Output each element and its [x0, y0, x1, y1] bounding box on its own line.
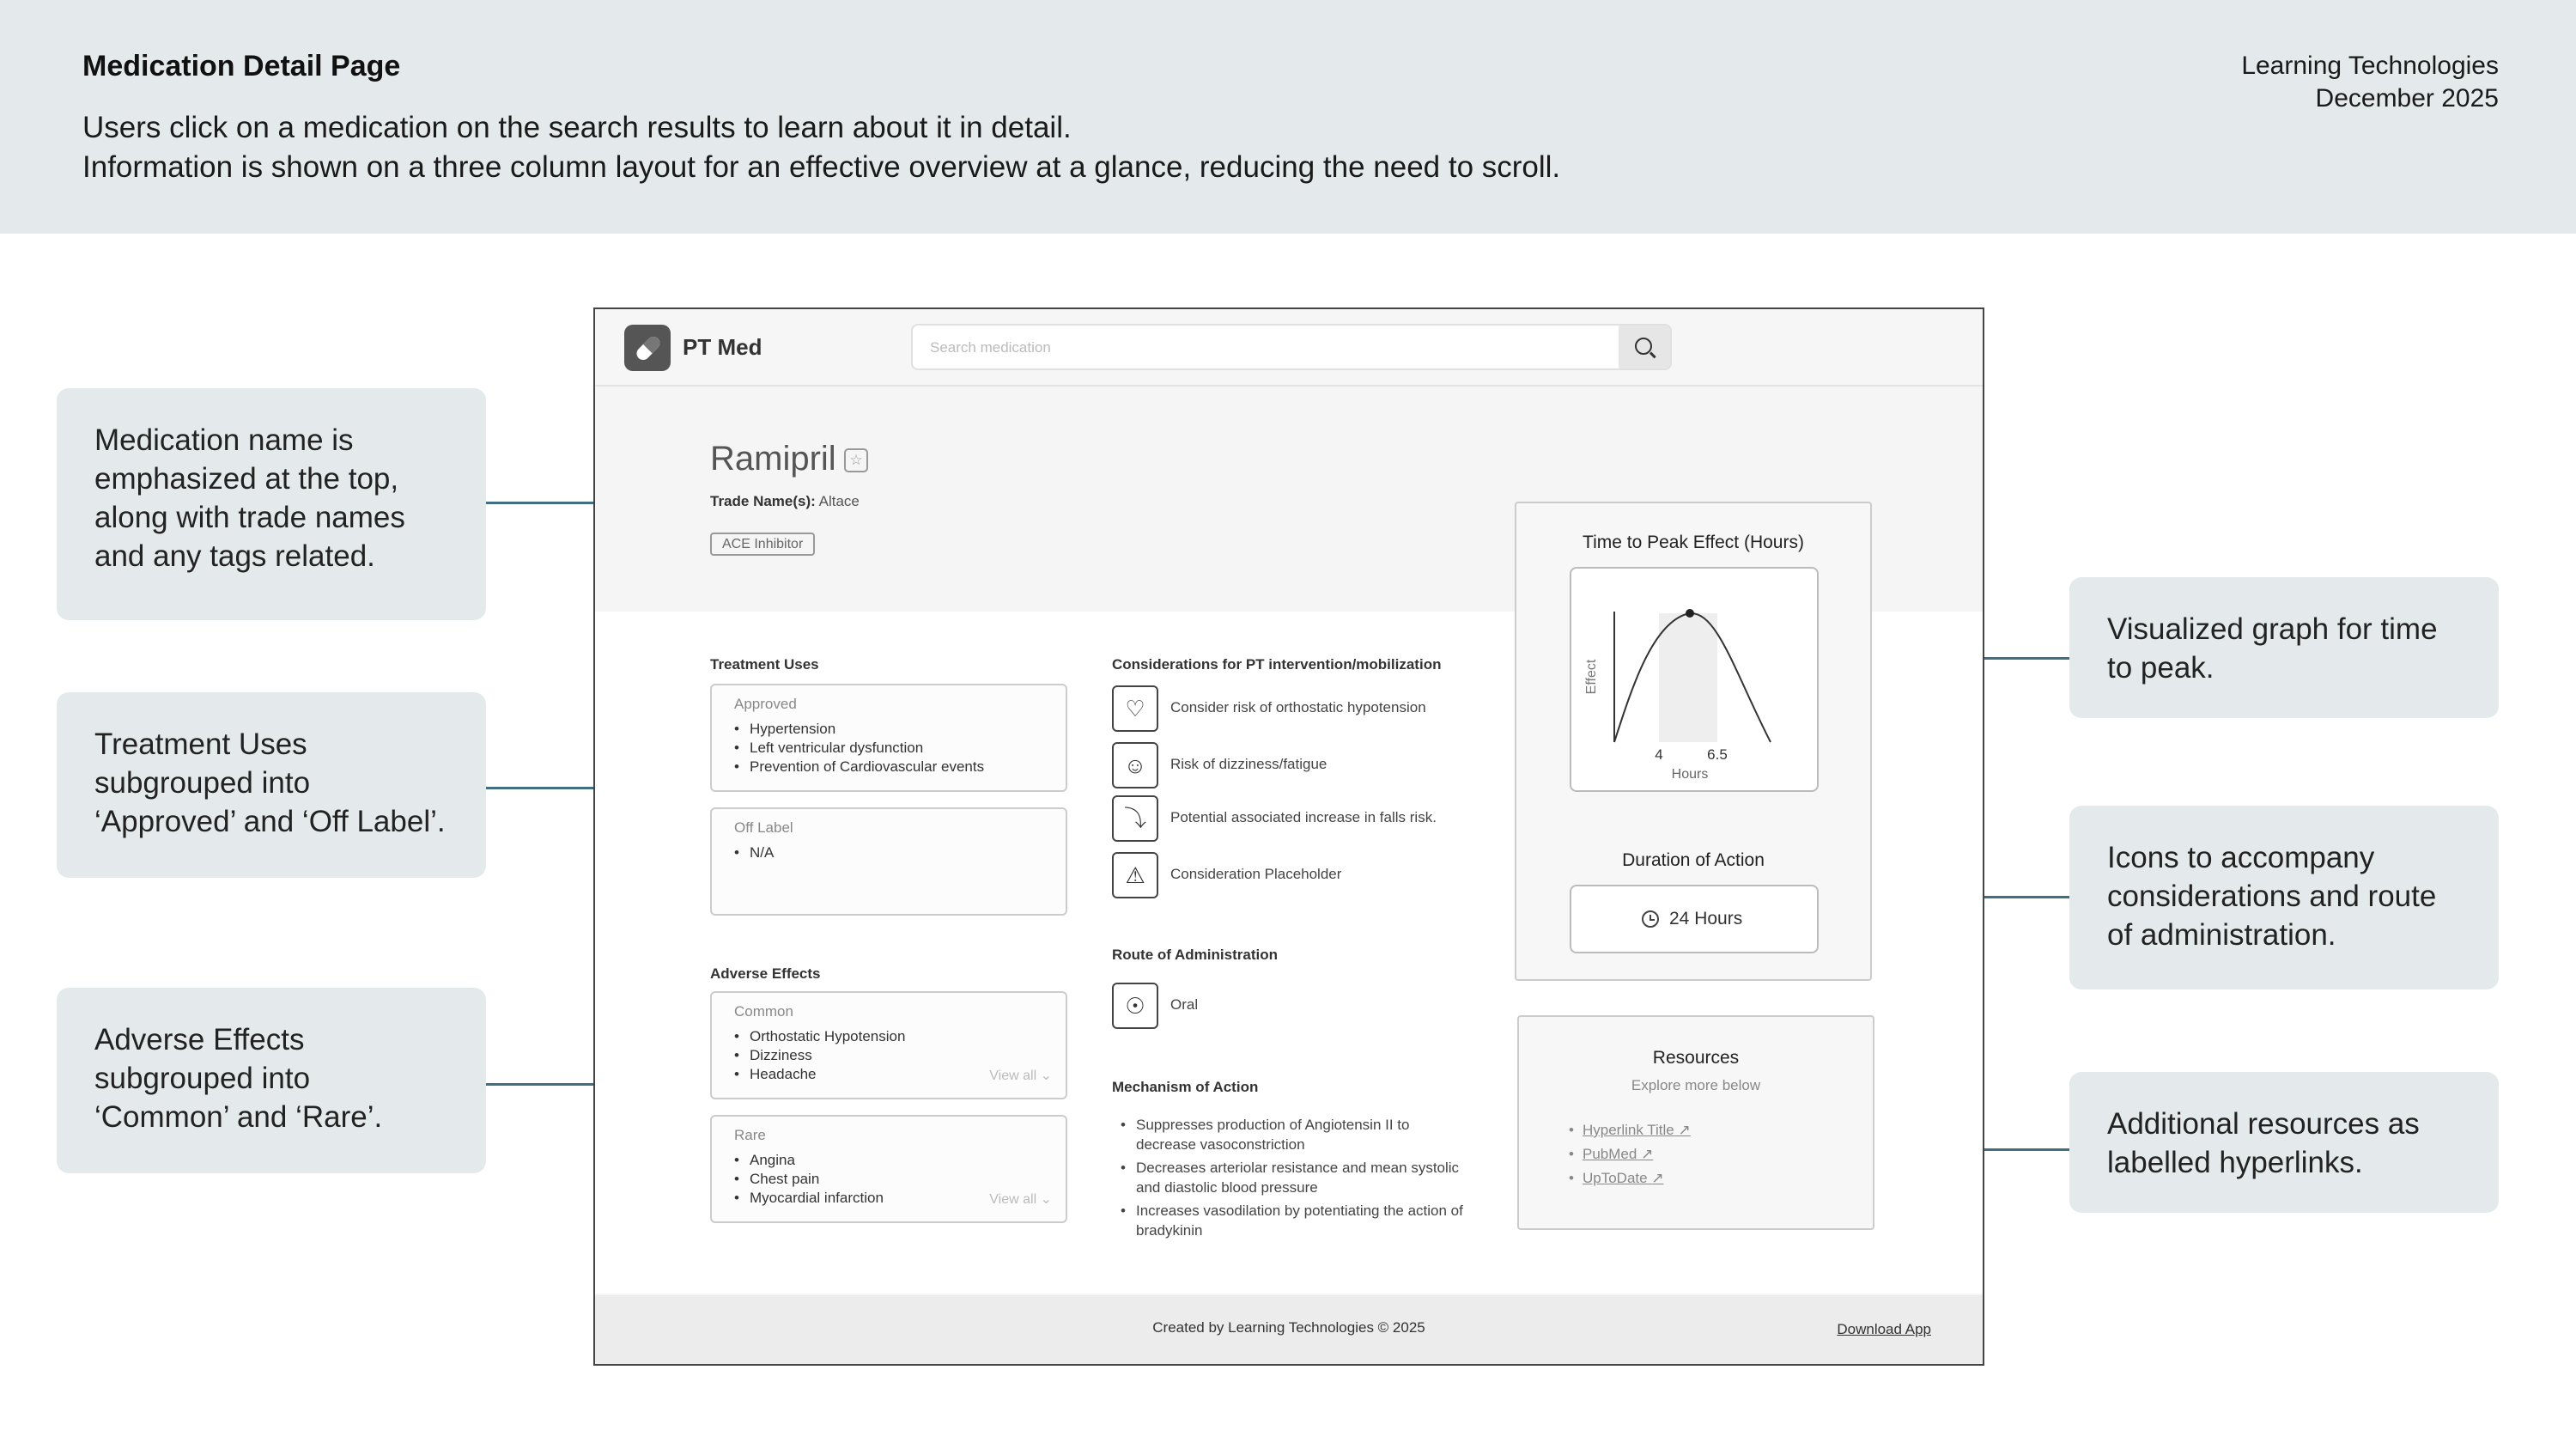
mechanism-title: Mechanism of Action: [1112, 1079, 1259, 1095]
list-item: • Headache: [734, 1065, 1043, 1084]
y-axis-label: Effect: [1584, 659, 1599, 695]
fall-icon: ⤵: [1112, 795, 1158, 842]
heart-pressure-icon: ♡: [1112, 685, 1158, 732]
resources-card: [1517, 1015, 1874, 1230]
resources-subtitle: Explore more below: [1631, 1077, 1761, 1093]
off-label-card: [710, 807, 1067, 916]
author-meta: [2241, 50, 2499, 115]
app-mockup: [593, 307, 1984, 1366]
brand-name[interactable]: PT Med: [683, 334, 762, 360]
x-tick-label: 6.5: [1707, 746, 1728, 763]
warning-icon: ⚠: [1112, 852, 1158, 898]
consideration-item: [1112, 795, 1473, 843]
search-button[interactable]: [1619, 326, 1670, 368]
consideration-item: [1112, 852, 1473, 900]
peak-title: Time to Peak Effect (Hours): [1583, 533, 1804, 552]
resource-link-pubmed[interactable]: • PubMed ↗: [1569, 1142, 1691, 1166]
external-link-icon: ↗: [1641, 1146, 1654, 1162]
list-item: • Angina: [734, 1151, 1043, 1170]
list-item: • N/A: [734, 843, 1043, 862]
duration-title: Duration of Action: [1622, 850, 1765, 870]
description-line-1: Users click on a medication on the search results to learn about it in detail.: [82, 111, 1072, 144]
oral-icon: ☉: [1112, 983, 1158, 1029]
peak-chart-svg: [1571, 569, 1817, 790]
treatment-title: Treatment Uses: [710, 656, 819, 673]
duration-box: [1570, 885, 1819, 953]
date-label: December 2025: [2315, 84, 2499, 113]
view-all-rare-link[interactable]: View all ⌄: [989, 1192, 1052, 1207]
common-label: Common: [734, 1003, 793, 1020]
consideration-text: Risk of dizziness/fatigue: [1170, 756, 1327, 772]
approved-label: Approved: [734, 696, 797, 712]
navbar: [595, 309, 1983, 387]
common-card: [710, 991, 1067, 1099]
list-item: • Increases vasodilation by potentiating the action of bradykinin: [1112, 1201, 1473, 1240]
route-value: Oral: [1170, 996, 1199, 1013]
adverse-title: Adverse Effects: [710, 965, 821, 982]
download-app-link[interactable]: Download App: [1837, 1321, 1931, 1337]
description-line-2: Information is shown on a three column layout for an effective overview at a glance, reducing the need to scroll.: [82, 150, 1561, 184]
route-item: [1112, 983, 1473, 1031]
external-link-icon: ↗: [1678, 1122, 1691, 1138]
annotation-name: Medication name is emphasized at the top, along with trade names and any tags related.: [57, 388, 486, 620]
annotation-adverse: Adverse Effects subgrouped into ‘Common’ and ‘Rare’.: [57, 988, 486, 1173]
annotation-graph: Visualized graph for time to peak.: [2069, 577, 2499, 718]
duration-value: 24 Hours: [1669, 909, 1743, 928]
list-item: • Decreases arteriolar resistance and mean systolic and diastolic blood pressure: [1112, 1158, 1473, 1197]
view-all-common-link[interactable]: View all ⌄: [989, 1068, 1052, 1083]
annotation-icons: Icons to accompany considerations and route of administration.: [2069, 806, 2499, 989]
search-bar: [911, 324, 1672, 370]
x-axis-label: Hours: [1671, 767, 1709, 782]
trade-value: Altace: [818, 493, 860, 509]
peak-point: [1686, 609, 1694, 618]
approved-card: [710, 684, 1067, 792]
consideration-item: [1112, 685, 1473, 734]
off-label-label: Off Label: [734, 819, 793, 836]
search-input[interactable]: [930, 336, 1583, 360]
list-item: • Myocardial infarction: [734, 1189, 1043, 1208]
rare-card: [710, 1115, 1067, 1223]
mechanism-list: [1112, 1115, 1473, 1244]
consideration-text: Consider risk of orthostatic hypotension: [1170, 699, 1426, 715]
resource-link-uptodate[interactable]: • UpToDate ↗: [1569, 1166, 1691, 1190]
trade-label: Trade Name(s):: [710, 493, 816, 509]
external-link-icon: ↗: [1651, 1170, 1664, 1186]
trade-names: [710, 493, 860, 510]
list-item: • Prevention of Cardiovascular events: [734, 758, 1043, 776]
rare-label: Rare: [734, 1127, 766, 1143]
page-description: [82, 108, 1560, 187]
medication-name: Ramipril: [710, 440, 836, 478]
consideration-item: [1112, 742, 1473, 790]
route-title: Route of Administration: [1112, 947, 1278, 963]
considerations-title: Considerations for PT intervention/mobilization: [1112, 656, 1442, 673]
search-icon: [1635, 338, 1652, 355]
list-item: • Dizziness: [734, 1046, 1043, 1065]
consideration-text: Consideration Placeholder: [1170, 866, 1342, 882]
clock-icon: [1642, 910, 1659, 928]
resource-links: [1569, 1118, 1691, 1190]
list-item: • Suppresses production of Angiotensin II to decrease vasoconstriction: [1112, 1115, 1473, 1154]
page-title: Medication Detail Page: [82, 50, 401, 82]
resource-link-hyperlink[interactable]: • Hyperlink Title ↗: [1569, 1118, 1691, 1142]
footer-credit: Created by Learning Technologies © 2025: [1152, 1319, 1425, 1336]
header-band: [0, 0, 2576, 234]
org-name: Learning Technologies: [2241, 52, 2499, 80]
drug-class-tag[interactable]: ACE Inhibitor: [710, 533, 815, 556]
dizziness-icon: ☺: [1112, 742, 1158, 788]
annotation-treatment: Treatment Uses subgrouped into ‘Approved’ and ‘Off Label’.: [57, 692, 486, 878]
pharmacokinetics-card: [1515, 502, 1872, 981]
list-item: • Left ventricular dysfunction: [734, 739, 1043, 758]
peak-band: [1659, 613, 1717, 742]
pill-icon[interactable]: [624, 325, 671, 371]
resources-title: Resources: [1652, 1048, 1740, 1068]
star-icon[interactable]: ☆: [844, 448, 868, 472]
list-item: • Chest pain: [734, 1170, 1043, 1189]
consideration-text: Potential associated increase in falls risk.: [1170, 809, 1437, 825]
annotation-resources: Additional resources as labelled hyperlinks.: [2069, 1072, 2499, 1213]
app-footer: [595, 1295, 1983, 1364]
x-tick-label: 4: [1655, 746, 1663, 763]
list-item: • Hypertension: [734, 720, 1043, 739]
peak-chart: [1570, 567, 1819, 792]
list-item: • Orthostatic Hypotension: [734, 1027, 1043, 1046]
